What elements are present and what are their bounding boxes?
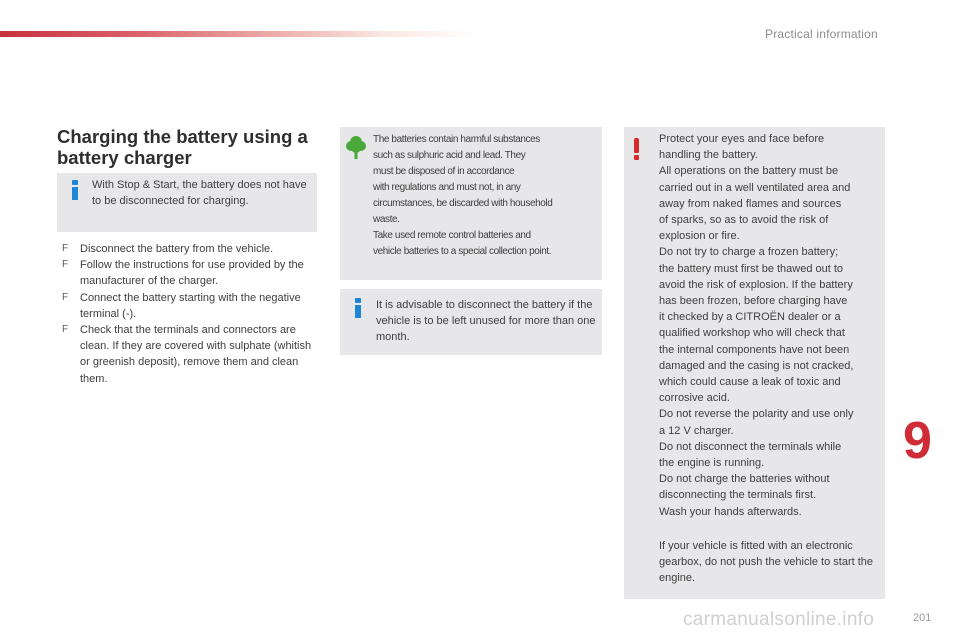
bullet-icon: F — [62, 324, 69, 336]
warning-text: Protect your eyes and face before handling the battery. All operations on the battery must be carried out in a well ventilated area and away from naked flames and sources of sparks, so as to avoid the risk of explosion or fire. Do not try to charge a frozen battery; the battery must first be thawed out to avoid the risk of explosion. If the battery has been frozen, before charging have it checked by a CITROËN dealer or a qualified workshop who will check that the internal components have not been damaged and the casing is not cracked, which could cause a leak of toxic and corrosive acid. Do not reverse the polarity and use only a 12 V charger. Do not disconnect the terminals while the engine is running. Do not charge the batteries without disconnecting the terminals first. Wash your hands afterwards. — [659, 133, 854, 518]
info-icon — [353, 298, 363, 318]
tree-icon — [345, 135, 367, 159]
charging-steps-list — [62, 241, 320, 387]
watermark: carmanualsonline.info — [683, 609, 875, 630]
list-item: F Follow the instructions for use provided by the manufacturer of the charger. — [62, 259, 304, 288]
list-item: F Disconnect the battery from the vehicle. — [62, 241, 320, 257]
eco-note: The batteries contain harmful substances such as sulphuric acid and lead. They must be disposed of in accordance with regulations and must not, in any circumstances, be discarded with household waste. Take used remote control batteries and vehicle batteries to a special collection point. — [373, 134, 553, 257]
stop-start-note: With Stop & Start, the battery does not have to be disconnected for charging. — [92, 179, 307, 208]
bullet-icon: F — [62, 259, 69, 271]
page-number: 201 — [913, 612, 932, 624]
exclamation-icon — [633, 138, 641, 160]
section-title: Practical information — [765, 27, 878, 41]
list-item: F Connect the battery starting with the negative terminal (-). — [62, 291, 301, 320]
page-heading: Charging the battery using a battery charger — [57, 126, 308, 168]
info-icon — [70, 180, 80, 200]
list-item: F Check that the terminals and connectors are clean. If they are covered with sulphate (whitish or greenish deposit), remove them and clean them. — [62, 324, 312, 385]
disconnect-note: It is advisable to disconnect the battery if the vehicle is to be left unused for more than one month. — [376, 299, 596, 344]
bullet-icon: F — [62, 243, 69, 254]
header-accent-bar — [0, 31, 480, 37]
gearbox-note: If your vehicle is fitted with an electronic gearbox, do not push the vehicle to start the engine. — [659, 540, 874, 585]
chapter-number: 9 — [903, 412, 932, 470]
bullet-icon: F — [62, 291, 69, 303]
